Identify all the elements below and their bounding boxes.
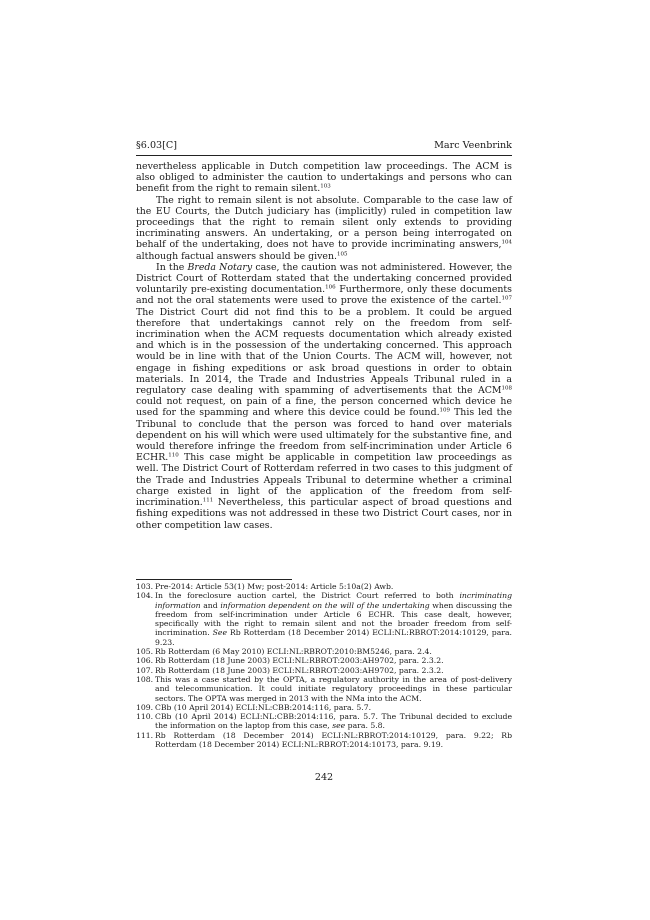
footnote-106: 106. Rb Rotterdam (18 June 2003) ECLI:NL:RBROT:2003:AH9702, para. 2.3.2. bbox=[136, 656, 444, 666]
footnote-ref[interactable]: 109 bbox=[439, 407, 451, 414]
body-text bbox=[136, 161, 512, 531]
footnote-ref[interactable]: 110 bbox=[168, 452, 179, 459]
page-number: 242 bbox=[314, 772, 334, 783]
footnote-109: 109. CBb (10 April 2014) ECLI:NL:CBB:2014:116, para. 5.7. bbox=[136, 702, 372, 712]
footnote-ref[interactable]: 107 bbox=[501, 295, 512, 302]
footnotes bbox=[136, 582, 512, 749]
footnote-ref[interactable]: 103 bbox=[320, 183, 331, 190]
footnote-110: 110. CBb (10 April 2014) ECLI:NL:CBB:2014:116, para. 5.7. The Tribunal decided to exclude the information on the laptop from this case, see para. 5.8. bbox=[136, 712, 512, 731]
footnote-separator bbox=[136, 579, 292, 580]
footnote-ref[interactable]: 104 bbox=[501, 239, 512, 246]
footnote-111: 111. Rb Rotterdam (18 December 2014) ECLI:NL:RBROT:2014:10129, para. 9.22; Rb Rotterdam (18 December 2014) ECLI:NL:RBROT:2014:10173, para. 9.19. bbox=[136, 730, 512, 750]
footnote-ref[interactable]: 106 bbox=[325, 284, 336, 291]
running-header bbox=[136, 139, 512, 156]
footnote-107: 107. Rb Rotterdam (18 June 2003) ECLI:NL:RBROT:2003:AH9702, para. 2.3.2. bbox=[136, 665, 444, 675]
footnote-ref[interactable]: 105 bbox=[336, 251, 348, 258]
paragraph-3: In the Breda Notary case, the caution was not administered. However, the District Court of Rotterdam stated that the undertaking concerned provided voluntarily pre-existing documentation.$^{106}$ Furthermore, only these documents and not the oral statements were used to prove the existence of the cartel.$^{107}$ The District Court did not find this to be a problem. It could be argued therefore that undertakings cannot rely on the freedom from self-incrimination when the ACM requests documentation which already existed and which is in the possession of the undertaking concerned. This approach would be in line with that of the Union Courts. The ACM will, however, not engage in fishing expeditions or ask broad questions in order to obtain materials. In 2014, the Trade and Industries Appeals Tribunal ruled in a regulatory case dealing with spamming of advertisements that the ACM$^{108}$ could not request, on pain of a fine, the person concerned which device he used for the spamming and where this device could be found.$^{109}$ This led the Tribunal to conclude that the person was forced to hand over materials dependent on his will which were used ultimately for the substantive fine, and would therefore infringe the freedom from self-incrimination under Article 6 ECHR.$^{110}$ This case might be applicable in competition law proceedings as well. The District Court of Rotterdam referred in two cases to this judgment of the Trade and Industries Appeals Tribunal to determine whether a criminal charge existed in light of the application of the freedom from self-incrimination.$^{111}$ Nevertheless, this particular aspect of broad questions and fishing expeditions was not addressed in these two District Court cases, nor in other competition law cases. bbox=[136, 261, 512, 531]
paragraph-2: The right to remain silent is not absolute. Comparable to the case law of the EU Courts, the Dutch judiciary has (implicitly) ruled in competition law proceedings that the right to remain silent only extends to providing incriminating answers. An undertaking, or a person being interrogated on behalf of the undertaking, does not have to provide incriminating answers,$^{104}$ although factual answers should be given.$^{105}$ bbox=[136, 194, 512, 262]
footnote-108: 108. This was a case started by the OPTA, a regulatory authority in the area of post-delivery and telecommunication. It could initiate regulatory proceedings in these particular sectors. The OPTA was merged in 2013 with the NMa into the ACM. bbox=[136, 674, 512, 703]
footnote-ref[interactable]: 111 bbox=[202, 497, 214, 504]
paragraph-1: nevertheless applicable in Dutch competition law proceedings. The ACM is also obliged to administer the caution to undertakings and persons who can benefit from the right to remain silent.$^{103}$ bbox=[136, 161, 512, 195]
case-name: Breda Notary bbox=[187, 261, 253, 273]
footnote-104: 104. In the foreclosure auction cartel, the District Court referred to both incriminating information and information dependent on the will of the undertaking when discussing the freedom from self-incrimination under Article 6 ECHR. This case dealt, however, specifically with the right to remain silent and not the broader freedom from self-incrimination. See Rb Rotterdam (18 December 2014) ECLI:NL:RBROT:2014:10129, para. 9.23. bbox=[136, 591, 513, 647]
author-name: Marc Veenbrink bbox=[434, 140, 512, 151]
footnote-103: 103. Pre-2014: Article 53(1) Mw; post-2014: Article 5:10a(2) Awb. bbox=[136, 582, 394, 591]
footnote-105: 105. Rb Rotterdam (6 May 2010) ECLI:NL:RBROT:2010:BM5246, para. 2.4. bbox=[136, 647, 432, 657]
footnote-ref[interactable]: 108 bbox=[501, 385, 512, 392]
section-number: §6.03[C] bbox=[136, 140, 177, 151]
